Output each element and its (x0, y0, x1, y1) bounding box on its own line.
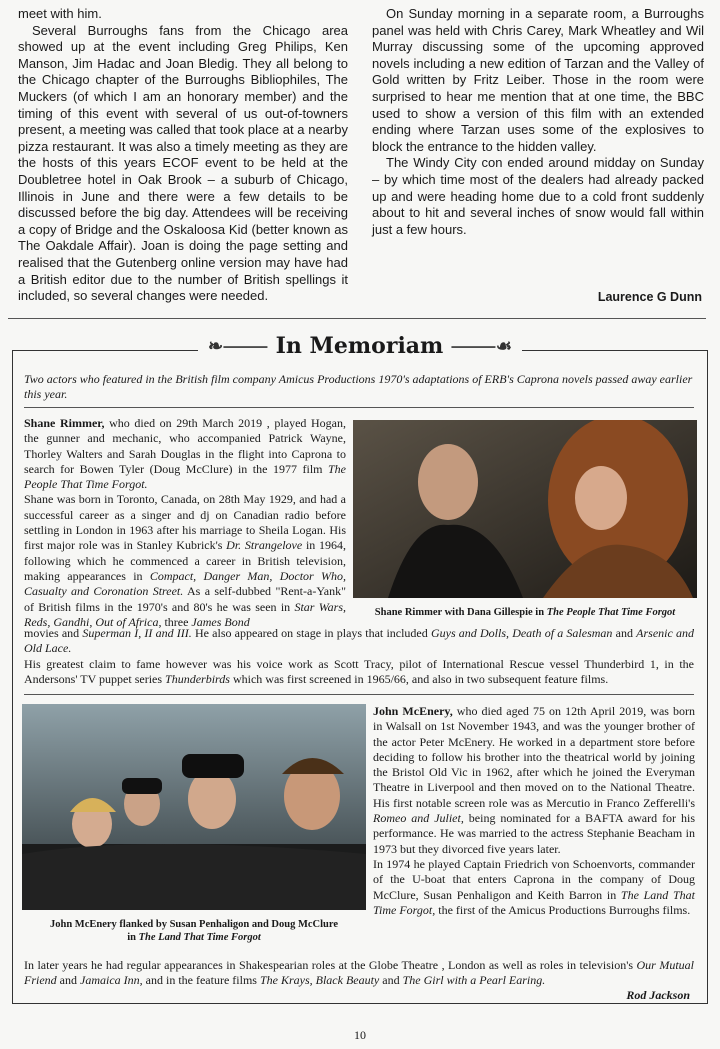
rimmer-photo-caption: Shane Rimmer with Dana Gillespie in The People That Time Forgot (374, 607, 676, 618)
rimmer-text-upper (24, 416, 346, 630)
mcenery-paragraph-3: In later years he had regular appearances in Shakespearian roles at the Globe Theatre , London as well as roles in television's Our Mutual Friend and Jamaica Inn, and in the feature films The Krays, Black Beauty and The Girl with a Pearl Earing. (24, 958, 694, 988)
intro-divider (24, 407, 694, 408)
rimmer-photo (353, 420, 697, 598)
mcenery-name: John McEnery, (373, 704, 453, 718)
author-byline: Laurence G Dunn (597, 290, 702, 304)
memoriam-title: In Memoriam (275, 333, 444, 359)
mcenery-text-right (373, 704, 695, 918)
article-paragraph: On Sunday morning in a separate room, a Burroughs panel was held with Chris Carey, Mark Wheatley and Wil Murray discussing some of the upcoming approved novels including a new edition of Tarzan and the Valley of Gold written by Fritz Leiber. Those in the room were surprised to hear me mention that at one time, the BBC used to show a version of this film with an extended ending where Tarzan uses some of the explosives to block the entrance to the hidden valley. (372, 6, 704, 154)
mcenery-paragraph-2: In 1974 he played Captain Friedrich von Schoenvorts, commander of the U-boat that enters Caprona in the company of Doug McClure, Susan Penhaligon and Keith Barron in The Land That Time Forgot, the first of the Amicus Productions Burroughs films. (373, 856, 695, 917)
rimmer-paragraph-1: Shane Rimmer, who died on 29th March 2019 , played Hogan, the gunner and mechanic, who accompanied Patrick Wayne, Thorley Walters and Sarah Douglas in the flight into Caprona to search for Bowen Tyler (Doug McClure) in the 1977 film The People That Time Forgot. (24, 416, 346, 492)
mcenery-photo-caption: John McEnery flanked by Susan Penhaligon and Doug McClure in The Land That Time Forgot (49, 919, 339, 943)
memoriam-credit: Rod Jackson (626, 988, 690, 1002)
article-paragraph: Several Burroughs fans from the Chicago area showed up at the event including Greg Philips, Ken Manson, Jim Hadac and Joan Bledig. They all belong to the Chicago chapter of the Burroughs Bibliophiles, The Muckers (of which I am an honorary member) and the timing of this event with several of us out-of-towners present, a meeting was called that took place at a nearby pizza restaurant. It was also a timely meeting as they are the hosts of this years ECOF event to be held at the Doubletree hotel in Oak Brook – a suburb of Chicago, Illinois in June and there were a few details to be discussed before the big day. Attendees will be receiving a copy of Bridge and the Oskaloosa Kid (better known as The Oakdale Affair). Joan is doing the page setting and realised that the Gutenberg online version may have had a British editor due to the number of British spellings it included, so several changes were needed. (18, 22, 348, 304)
memoriam-title-block (198, 330, 522, 363)
section-divider (8, 318, 706, 319)
rimmer-text-lower (24, 626, 694, 687)
memoriam-header (0, 330, 720, 362)
rimmer-paragraph-2: Shane was born in Toronto, Canada, on 28th May 1929, and had a successful career as a singer and dj on Canadian radio before settling in London in 1963 after his marriage to Sheila Logan. His first major role was in Stanley Kubrick's Dr. Strangelove in 1964, following which he commenced a career in British television, making appearances in Compact, Danger Man, Doctor Who, Casualty and Coronation Street. As a self-dubbed "Rent-a-Yank" of British films in the 1970's and 80's he was seen in Star Wars, Reds, Gandhi, Out of Africa, three James Bond (24, 492, 347, 629)
rimmer-divider (24, 694, 694, 695)
page-number: 10 (354, 1028, 366, 1042)
mcenery-photo (22, 704, 366, 910)
mcenery-photo-image (22, 704, 366, 910)
mcenery-text-lower (24, 958, 694, 989)
rimmer-photo-image (353, 420, 697, 598)
memoriam-intro: Two actors who featured in the British film company Amicus Productions 1970's adaptations of ERB's Caprona novels passed away earlier this year. (24, 372, 693, 401)
flourish-right-icon: ⸻☙ (451, 336, 513, 357)
article-paragraph: meet with him. (18, 6, 102, 21)
rimmer-paragraph-3: His greatest claim to fame however was his voice work as Scott Tracy, pilot of International Rescue vessel Thunderbird 1, in the Andersons' TV puppet series Thunderbirds which was first screened in 1965/66, and also in two subsequent feature films. (24, 656, 694, 686)
article-right-column (372, 6, 704, 238)
rimmer-paragraph-2-cont: movies and Superman I, II and III. He also appeared on stage in plays that included Guys and Dolls, Death of a Salesman and Arsenic and Old Lace. (24, 626, 695, 656)
flourish-left-icon: ❧⸻ (207, 336, 268, 357)
mcenery-paragraph-1: John McEnery, who died aged 75 on 12th April 2019, was born in Walsall on 1st November 1943, and was the younger brother of the actor Peter McEnery. He worked in a department store before deciding to follow his brother into the theatrical world by joining the Bristol Old Vic in 1962, after which he joined the Everyman Theatre in Liverpool and then moved on to the National Theatre. His first notable screen role was as Mercutio in Franco Zefferelli's Romeo and Juliet, being nominated for a BAFTA award for his performance. He was married to the actress Stephanie Beacham in 1973 but they divorced five years later. (373, 704, 695, 856)
rimmer-name: Shane Rimmer, (24, 416, 105, 430)
article-paragraph: The Windy City con ended around midday on Sunday – by which time most of the dealers had already packed up and were heading home due to a cold front suddenly about to hit and several inches of snow would fall within just a few hours. (372, 155, 704, 237)
article-left-column (18, 6, 348, 305)
